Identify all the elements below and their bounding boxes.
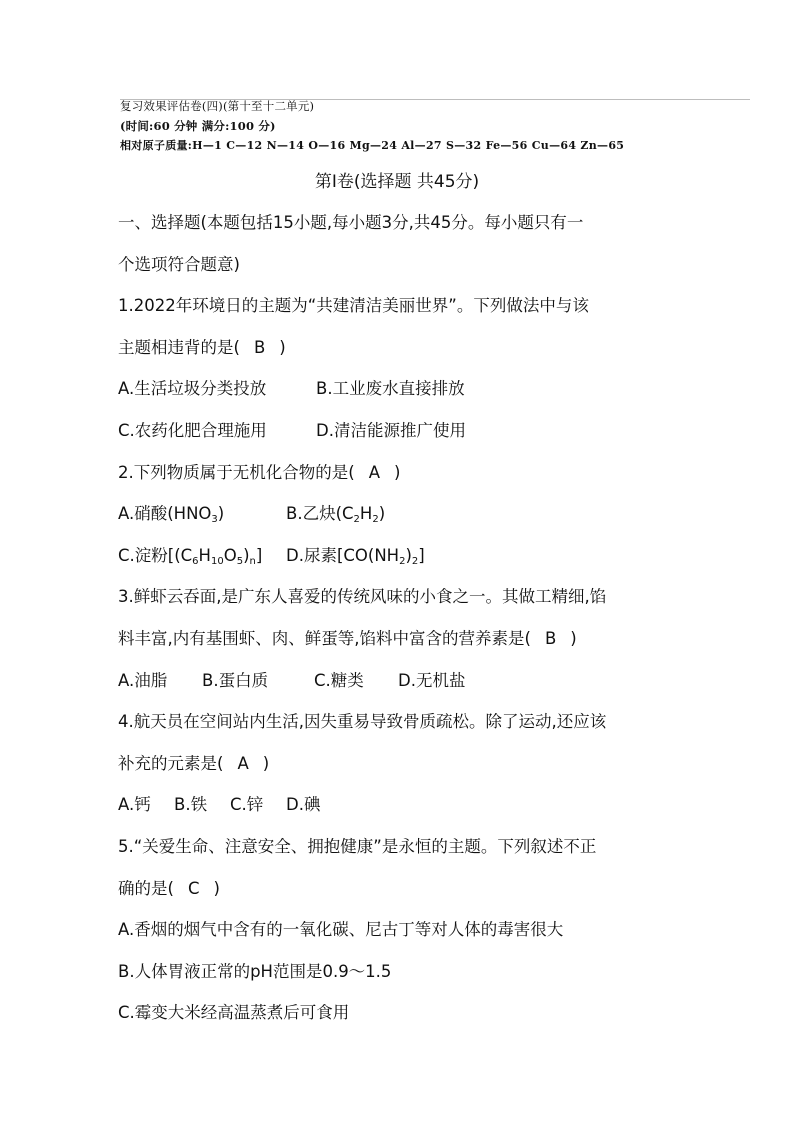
question-stem: 料丰富,内有基围虾、肉、鲜蛋等,馅料中富含的营养素是( B ) [118, 618, 688, 660]
question-stem: 主题相违背的是( B ) [118, 327, 688, 369]
option-d: D.尿素$[CO(NH_2)_2]$ [286, 545, 425, 567]
option-a: A.钙 [118, 795, 151, 815]
answer-choice: A [237, 753, 249, 773]
question-stem: 3.鲜虾云吞面,是广东人喜爱的传统风味的小食之一。其做工精细,馅 [118, 587, 607, 607]
option-row [118, 410, 688, 452]
exam-header [120, 96, 750, 156]
section-instruction: 个选项符合题意) [118, 254, 240, 274]
option-c: C.锌 [230, 795, 264, 815]
answer-choice: B [253, 337, 266, 357]
option-b: B.乙炔$(C_2H_2)$ [286, 504, 386, 526]
option-d: D.无机盐 [398, 670, 466, 690]
option-b: B.蛋白质 [202, 670, 269, 690]
question-stem: 2.下列物质属于无机化合物的是( A ) [118, 452, 688, 494]
question-body [118, 202, 688, 1034]
option-row [118, 660, 688, 702]
option-a: A.生活垃圾分类投放 [118, 379, 267, 399]
section-instruction: 一、选择题(本题包括15小题,每小题3分,共45分。每小题只有一 [118, 213, 584, 232]
option-a: A.香烟的烟气中含有的一氧化碳、尼古丁等对人体的毒害很大 [118, 920, 564, 940]
question-stem: 5.“关爱生命、注意安全、拥抱健康”是永恒的主题。下列叙述不正 [118, 836, 597, 856]
answer-choice: B [544, 628, 557, 648]
atomic-mass-info: 相对原子质量:H—1 C—12 N—14 O—16 Mg—24 Al—27 S—32 Fe—56 Cu—64 Zn—65 [120, 139, 625, 152]
option-row [118, 493, 688, 535]
option-c: C.淀粉$[(C_6H_{10}O_5)_n]$ [118, 545, 263, 567]
question-stem: 确的是( C ) [118, 868, 688, 910]
answer-choice: C [187, 878, 200, 898]
option-b: B.人体胃液正常的pH范围是0.9～1.5 [118, 961, 392, 981]
option-c: C.霉变大米经高温蒸煮后可食用 [118, 1003, 350, 1023]
option-c: C.农药化肥合理施用 [118, 420, 267, 440]
question-stem: 4.航天员在空间站内生活,因失重易导致骨质疏松。除了运动,还应该 [118, 712, 607, 732]
option-a: A.油脂 [118, 670, 168, 690]
option-row [118, 368, 688, 410]
option-b: B.铁 [174, 795, 208, 815]
option-b: B.工业废水直接排放 [316, 379, 465, 399]
option-c: C.糖类 [314, 670, 364, 690]
option-row [118, 784, 688, 826]
section-title: 第Ⅰ卷(选择题 共45分) [314, 172, 480, 192]
question-stem: 1.2022年环境日的主题为“共建清洁美丽世界”。下列做法中与该 [118, 296, 589, 316]
time-info: (时间:60 分钟 满分:100 分) [120, 119, 276, 133]
exam-title: 复习效果评估卷(四)(第十至十二单元) [120, 99, 315, 113]
option-row [118, 535, 688, 577]
option-d: D.清洁能源推广使用 [316, 420, 466, 440]
answer-choice: A [368, 462, 380, 482]
option-a: A.硝酸$(HNO_3)$ [118, 504, 225, 526]
option-d: D.碘 [286, 795, 321, 815]
question-stem: 补充的元素是( A ) [118, 743, 688, 785]
